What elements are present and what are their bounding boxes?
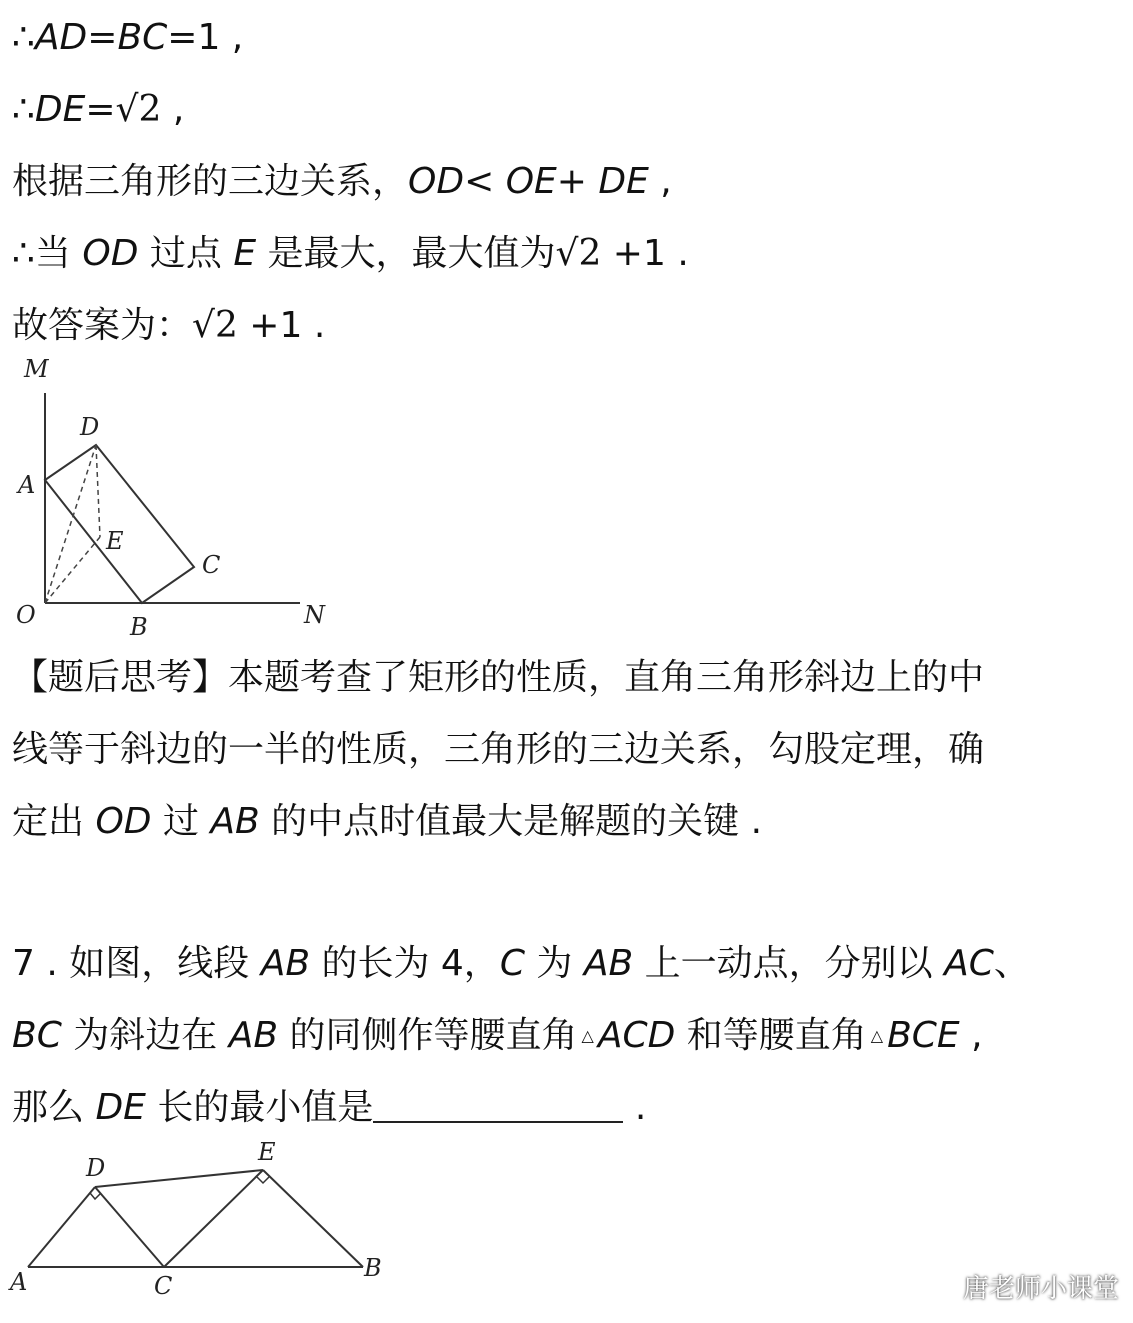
reflection-line-2: 线等于斜边的一半的性质，三角形的三边关系，勾股定理，确 bbox=[12, 729, 985, 770]
sqrt-two: √2 bbox=[192, 305, 238, 346]
segment-DE bbox=[95, 1170, 263, 1187]
text: 长的最小值是 bbox=[145, 1087, 374, 1128]
label-B: B bbox=[364, 1254, 382, 1282]
label-C: C bbox=[202, 551, 221, 579]
text: 为 bbox=[524, 943, 584, 984]
segment-DC bbox=[95, 1187, 164, 1267]
var-AB: AB bbox=[260, 943, 311, 984]
var-ACD: ACD bbox=[597, 1015, 676, 1056]
var-DE: DE bbox=[598, 161, 649, 202]
var-AD: AD bbox=[34, 17, 88, 58]
watermark: 唐老师小课堂 bbox=[962, 1274, 1119, 1304]
question-7-line-1 bbox=[12, 942, 1030, 986]
var-BCE: BCE bbox=[887, 1015, 960, 1056]
var-OE: OE bbox=[505, 161, 557, 202]
therefore-symbol: ∴ bbox=[12, 17, 35, 58]
text: 上一动点，分别以 bbox=[633, 943, 945, 984]
label-E: E bbox=[258, 1140, 276, 1166]
plus: + bbox=[556, 161, 599, 202]
equals-sign: = bbox=[85, 89, 116, 130]
label-A: A bbox=[10, 1268, 28, 1296]
label-A: A bbox=[18, 471, 36, 499]
triangle-symbol: △ bbox=[870, 1026, 884, 1045]
therefore-symbol: ∴ bbox=[12, 89, 35, 130]
text: 过点 bbox=[138, 233, 234, 274]
question-7-line-3 bbox=[12, 1086, 646, 1130]
text: +1 . bbox=[237, 305, 326, 346]
text: 故答案为： bbox=[12, 305, 193, 346]
var-AB: AB bbox=[210, 801, 260, 842]
dashed-OD bbox=[45, 445, 96, 603]
var-AB: AB bbox=[583, 943, 634, 984]
reflection-line-1: 【题后思考】本题考查了矩形的性质，直角三角形斜边上的中 bbox=[12, 657, 985, 698]
segment-AD bbox=[28, 1187, 95, 1267]
segment-CE bbox=[164, 1170, 263, 1267]
dashed-OE bbox=[45, 537, 100, 603]
answer-blank[interactable] bbox=[373, 1091, 623, 1123]
text: 的长为 4， bbox=[310, 943, 500, 984]
var-DE: DE bbox=[95, 1087, 146, 1128]
label-D: D bbox=[80, 413, 100, 441]
less-than: < bbox=[464, 161, 506, 202]
figure-rectangle-diagram bbox=[10, 355, 340, 645]
text: 定出 bbox=[12, 801, 96, 842]
solution-line-3 bbox=[12, 160, 672, 204]
sqrt-two: √2 bbox=[555, 233, 602, 274]
text: 根据三角形的三边关系， bbox=[12, 161, 409, 202]
var-OD: OD bbox=[408, 161, 465, 202]
solution-line-4 bbox=[12, 232, 689, 276]
label-E: E bbox=[106, 527, 124, 555]
label-B: B bbox=[130, 613, 148, 641]
dashed-DE bbox=[96, 445, 100, 537]
text: ∴当 bbox=[12, 233, 83, 274]
label-M: M bbox=[24, 355, 49, 383]
sqrt-two: √2 bbox=[115, 89, 162, 130]
label-C: C bbox=[154, 1272, 173, 1300]
value-text: =1 , bbox=[167, 17, 244, 58]
comma: , bbox=[161, 89, 185, 130]
equals-sign: = bbox=[87, 17, 118, 58]
reflection-line-3 bbox=[12, 800, 762, 844]
text: 为斜边在 bbox=[61, 1015, 229, 1056]
var-AB: AB bbox=[228, 1015, 279, 1056]
text: 那么 bbox=[12, 1087, 96, 1128]
figure-isosceles-triangles bbox=[8, 1140, 388, 1300]
text: 过 bbox=[151, 801, 211, 842]
segment-EB bbox=[263, 1170, 363, 1267]
right-angle-mark-D bbox=[90, 1193, 101, 1199]
answer-line bbox=[12, 304, 325, 348]
var-C: C bbox=[499, 943, 525, 984]
text: 的同侧作等腰直角 bbox=[278, 1015, 578, 1056]
question-7-line-2 bbox=[12, 1014, 983, 1058]
var-AC: AC bbox=[944, 943, 994, 984]
text: 7 . 如图，线段 bbox=[12, 943, 261, 984]
label-O: O bbox=[16, 601, 36, 629]
text: 的中点时值最大是解题的关键 . bbox=[259, 801, 763, 842]
label-D: D bbox=[86, 1154, 106, 1182]
text: 是最大，最大值为 bbox=[256, 233, 556, 274]
var-E: E bbox=[233, 233, 257, 274]
text: , bbox=[959, 1015, 983, 1056]
var-OD: OD bbox=[95, 801, 152, 842]
solution-line-2 bbox=[12, 88, 184, 132]
triangle-symbol: △ bbox=[581, 1026, 594, 1045]
label-N: N bbox=[304, 601, 325, 629]
solution-line-1 bbox=[12, 16, 243, 60]
text: +1 . bbox=[601, 233, 689, 274]
comma: , bbox=[648, 161, 672, 202]
text: 、 bbox=[993, 943, 1030, 984]
var-DE: DE bbox=[34, 89, 86, 130]
text: . bbox=[623, 1087, 647, 1128]
var-OD: OD bbox=[82, 233, 139, 274]
var-BC: BC bbox=[117, 17, 168, 58]
right-angle-mark-E bbox=[257, 1177, 269, 1183]
text: 和等腰直角 bbox=[675, 1015, 867, 1056]
rectangle-ABCD bbox=[45, 445, 194, 603]
var-BC: BC bbox=[12, 1015, 62, 1056]
